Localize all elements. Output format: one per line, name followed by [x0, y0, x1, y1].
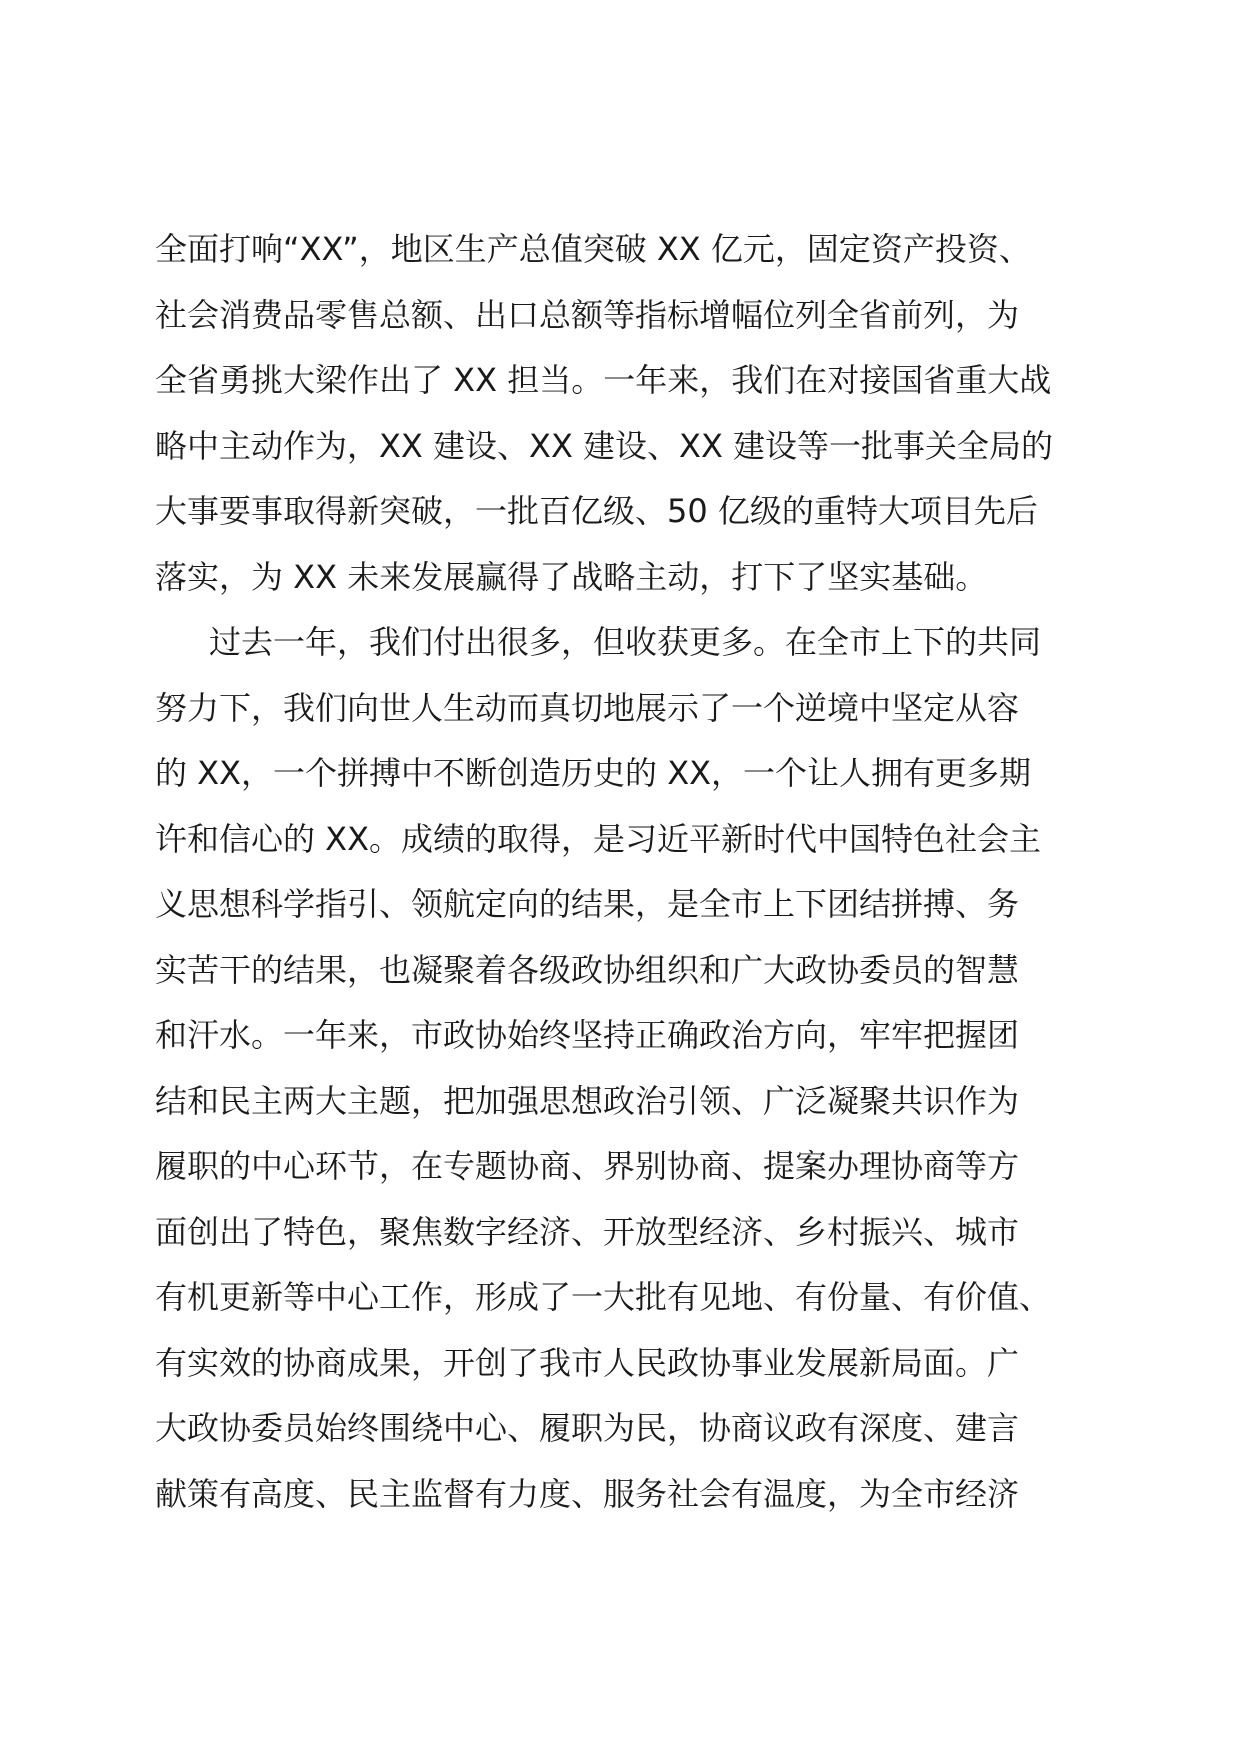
paragraph-2 [155, 610, 1085, 1527]
text-line: 面创出了特色，聚焦数字经济、开放型经济、乡村振兴、城市 [155, 1212, 1020, 1251]
text-line: 结和民主两大主题，把加强思想政治引领、广泛凝聚共识作为 [155, 1081, 1020, 1120]
text-line: 的 XX，一个拼搏中不断创造历史的 XX，一个让人拥有更多期 [155, 754, 1032, 792]
text-line: 落实，为 XX 未来发展赢得了战略主动，打下了坚实基础。 [155, 557, 988, 596]
text-line: 实苦干的结果，也凝聚着各级政协组织和广大政协委员的智慧 [155, 950, 1020, 989]
text-line: 有机更新等中心工作，形成了一大批有见地、有份量、有价值、 [155, 1278, 1052, 1316]
text-line: 献策有高度、民主监督有力度、服务社会有温度，为全市经济 [155, 1474, 1020, 1513]
text-line: 过去一年，我们付出很多，但收获更多。在全市上下的共同 [209, 623, 1042, 661]
text-line: 略中主动作为，XX 建设、XX 建设、XX 建设等一批事关全局的 [155, 426, 1054, 465]
text-line: 和汗水。一年来，市政协始终坚持正确政治方向，牢牢把握团 [155, 1016, 1020, 1054]
document-page [155, 217, 1085, 1527]
text-line: 全省勇挑大梁作出了 XX 担当。一年来，我们在对接国省重大战 [155, 361, 1052, 399]
text-line: 履职的中心环节，在专题协商、界别协商、提案办理协商等方 [155, 1147, 1020, 1185]
text-line: 大政协委员始终围绕中心、履职为民，协商议政有深度、建言 [155, 1409, 1020, 1447]
text-line: 努力下，我们向世人生动而真切地展示了一个逆境中坚定从容 [155, 688, 1020, 727]
text-line: 社会消费品零售总额、出口总额等指标增幅位列全省前列，为 [155, 295, 1020, 334]
text-line: 有实效的协商成果，开创了我市人民政协事业发展新局面。广 [155, 1343, 1020, 1382]
text-line: 义思想科学指引、领航定向的结果，是全市上下团结拼搏、务 [155, 885, 1020, 923]
text-line: 全面打响“XX”，地区生产总值突破 XX 亿元，固定资产投资、 [155, 230, 1031, 268]
text-line: 大事要事取得新突破，一批百亿级、50 亿级的重特大项目先后 [155, 492, 1038, 530]
paragraph-1 [155, 217, 1085, 610]
text-line: 许和信心的 XX。成绩的取得，是习近平新时代中国特色社会主 [155, 819, 1042, 858]
